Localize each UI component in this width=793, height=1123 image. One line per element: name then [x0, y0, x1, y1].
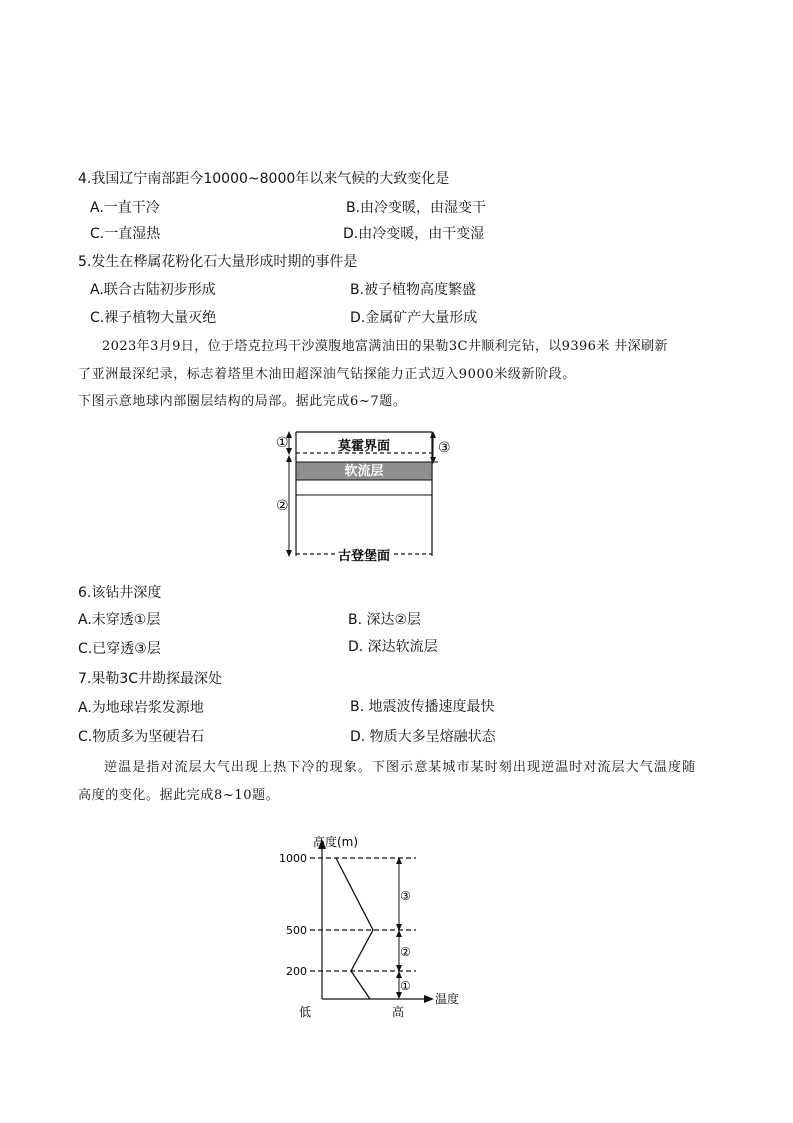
passage-2-line-2: 高度的变化。据此完成8~10题。	[78, 788, 280, 803]
question-4-option-b: B.由冷变暖，由湿变干	[346, 200, 487, 216]
gutenberg-label: 古登堡面	[337, 549, 391, 564]
mark-3-label: ③	[438, 440, 451, 456]
mark-1-label: ①	[276, 435, 289, 451]
passage-2-line-1: 逆温是指对流层大气出现上热下冷的现象。下图示意某城市某时刻出现逆温时对流层大气温度随	[104, 760, 697, 775]
question-6-stem: 6.该钻井深度	[78, 585, 162, 601]
question-7-option-d: D. 物质大多呈熔融状态	[350, 729, 496, 745]
question-7-option-c: C.物质多为坚硬岩石	[78, 729, 205, 745]
range-1-label: ①	[400, 979, 411, 993]
question-5-option-a: A.联合古陆初步形成	[90, 282, 216, 298]
layer-1-range-arrow-head-bottom	[396, 992, 402, 999]
tick-500: 500	[286, 924, 307, 937]
tick-200: 200	[286, 965, 307, 978]
tick-1000: 1000	[279, 852, 307, 865]
range-3-label: ③	[400, 889, 411, 903]
question-6-option-b: B. 深达②层	[348, 612, 422, 628]
moho-label: 莫霍界面	[337, 439, 391, 454]
question-4-stem: 4.我国辽宁南部距今10000~8000年以来气候的大致变化是	[78, 171, 450, 187]
range-2-label: ②	[400, 945, 411, 959]
question-4-option-d: D.由冷变暖，由干变湿	[343, 226, 485, 242]
passage-1-line-3: 下图示意地球内部圈层结构的局部。据此完成6~7题。	[78, 394, 407, 409]
question-7-option-a: A.为地球岩浆发源地	[78, 700, 204, 716]
x-axis-arrow	[424, 995, 434, 1003]
temperature-high-label: 高	[392, 1005, 405, 1019]
question-6-option-c: C.已穿透③层	[78, 641, 161, 657]
question-7-stem: 7.果勒3C井勘探最深处	[78, 671, 223, 687]
passage-1-line-2: 了亚洲最深纪录，标志着塔里木油田超深油气钻探能力正式迈入9000米级新阶段。	[78, 367, 576, 382]
question-5-option-c: C.裸子植物大量灭绝	[90, 310, 217, 326]
question-6-option-a: A.未穿透①层	[78, 612, 161, 628]
question-5-option-b: B.被子植物高度繁盛	[350, 282, 477, 298]
question-5-stem: 5.发生在桦属花粉化石大量形成时期的事件是	[78, 254, 358, 270]
y-axis-label: 高度(m)	[313, 835, 359, 849]
temperature-profile-line	[336, 858, 373, 999]
question-5-option-d: D.金属矿产大量形成	[350, 310, 478, 326]
asthenosphere-label: 软流层	[344, 464, 384, 479]
temperature-low-label: 低	[299, 1005, 312, 1019]
question-4-option-a: A.一直干冷	[90, 200, 160, 216]
question-4-option-c: C.一直湿热	[90, 226, 161, 242]
question-6-option-d: D. 深达软流层	[348, 639, 438, 655]
mark-2-label: ②	[276, 498, 289, 514]
x-axis-label: 温度	[435, 992, 460, 1006]
passage-1-line-1: 2023年3月9日，位于塔克拉玛干沙漠腹地富满油田的果勒3C井顺利完钻，以9396米 井深刷新	[102, 339, 668, 354]
layer-1-range-arrow-head-top	[396, 971, 402, 978]
layer-2-range-arrow-head-top	[396, 930, 402, 937]
question-7-option-b: B. 地震波传播速度最快	[350, 699, 495, 715]
